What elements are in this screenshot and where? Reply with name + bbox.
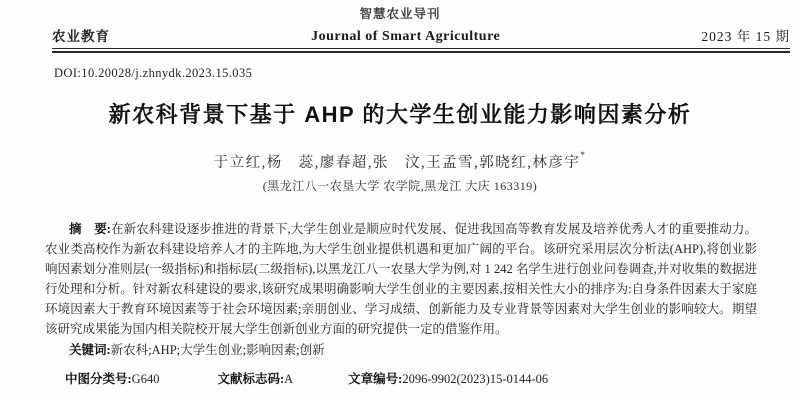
keywords-label: 关键词: xyxy=(69,343,111,357)
affiliation: (黑龙江八一农垦大学 农学院,黑龙江 大庆 163319) xyxy=(262,179,538,193)
column-name: 农业教育 xyxy=(52,29,110,44)
corresponding-author-mark: * xyxy=(580,150,587,160)
clc-number xyxy=(65,369,159,387)
article-title: 新农科背景下基于 AHP 的大学生创业能力影响因素分析 xyxy=(108,102,692,127)
header-double-rule xyxy=(52,48,790,53)
keywords-text: 新农科;AHP;大学生创业;影响因素;创新 xyxy=(110,343,325,357)
masthead xyxy=(0,0,800,53)
abstract-text: 在新农科建设逐步推进的背景下,大学生创业是顺应时代发展、促进我国高等教育发展及培养优秀人才的重要推动力。农业类高校作为新农科建设培养人才的主阵地,为大学生创业提供机遇和更加广阔的平台。该研究采用层次分析法(AHP),将创业影响因素划分准则层(一级指标)和指标层(二级指标),以黑龙江八一农垦大学为例,对 1 242 名学生进行创业问卷调查,并对收集的数据进行处理和分析。针对新农科建设的要求,该研究成果明确影响大学生创业的主要因素,按相关性大小的排序为:自身条件因素大于家庭环境因素大于教育环境因素等于社会环境因素;亲朋创业、学习成绩、创新能力及专业背景等因素对大学生创业的影响较大。期望该研究成果能为国内相关院校开展大学生创新创业方面的研究提供一定的借鉴作用。 xyxy=(45,222,757,336)
document-code-label: 文献标志码: xyxy=(217,372,285,386)
journal-title-chinese: 智慧农业导刊 xyxy=(359,7,441,21)
abstract-section xyxy=(45,219,757,360)
masthead-row xyxy=(52,25,790,45)
article-number-value: 2096-9902(2023)15-0144-06 xyxy=(402,372,549,386)
article-number xyxy=(348,369,548,387)
author-names: 于立红,杨 蕊,廖春超,张 汶,王孟雪,郭晓红,林彦宇 xyxy=(213,155,581,171)
article-number-label: 文章编号: xyxy=(348,372,403,386)
doi-line: DOI:10.20028/j.zhnydk.2023.15.035 xyxy=(54,66,253,80)
journal-title-english: Journal of Smart Agriculture xyxy=(311,29,501,44)
classification-row xyxy=(45,369,800,387)
document-code xyxy=(217,369,293,387)
clc-value: G640 xyxy=(131,372,160,386)
issue-number: 2023 年 15 期 xyxy=(701,29,790,44)
abstract-paragraph xyxy=(45,219,757,339)
abstract-label: 摘 要: xyxy=(69,222,111,236)
keywords-line xyxy=(45,340,757,360)
clc-label: 中图分类号: xyxy=(65,372,132,386)
author-list xyxy=(0,151,800,172)
document-code-value: A xyxy=(284,372,294,386)
